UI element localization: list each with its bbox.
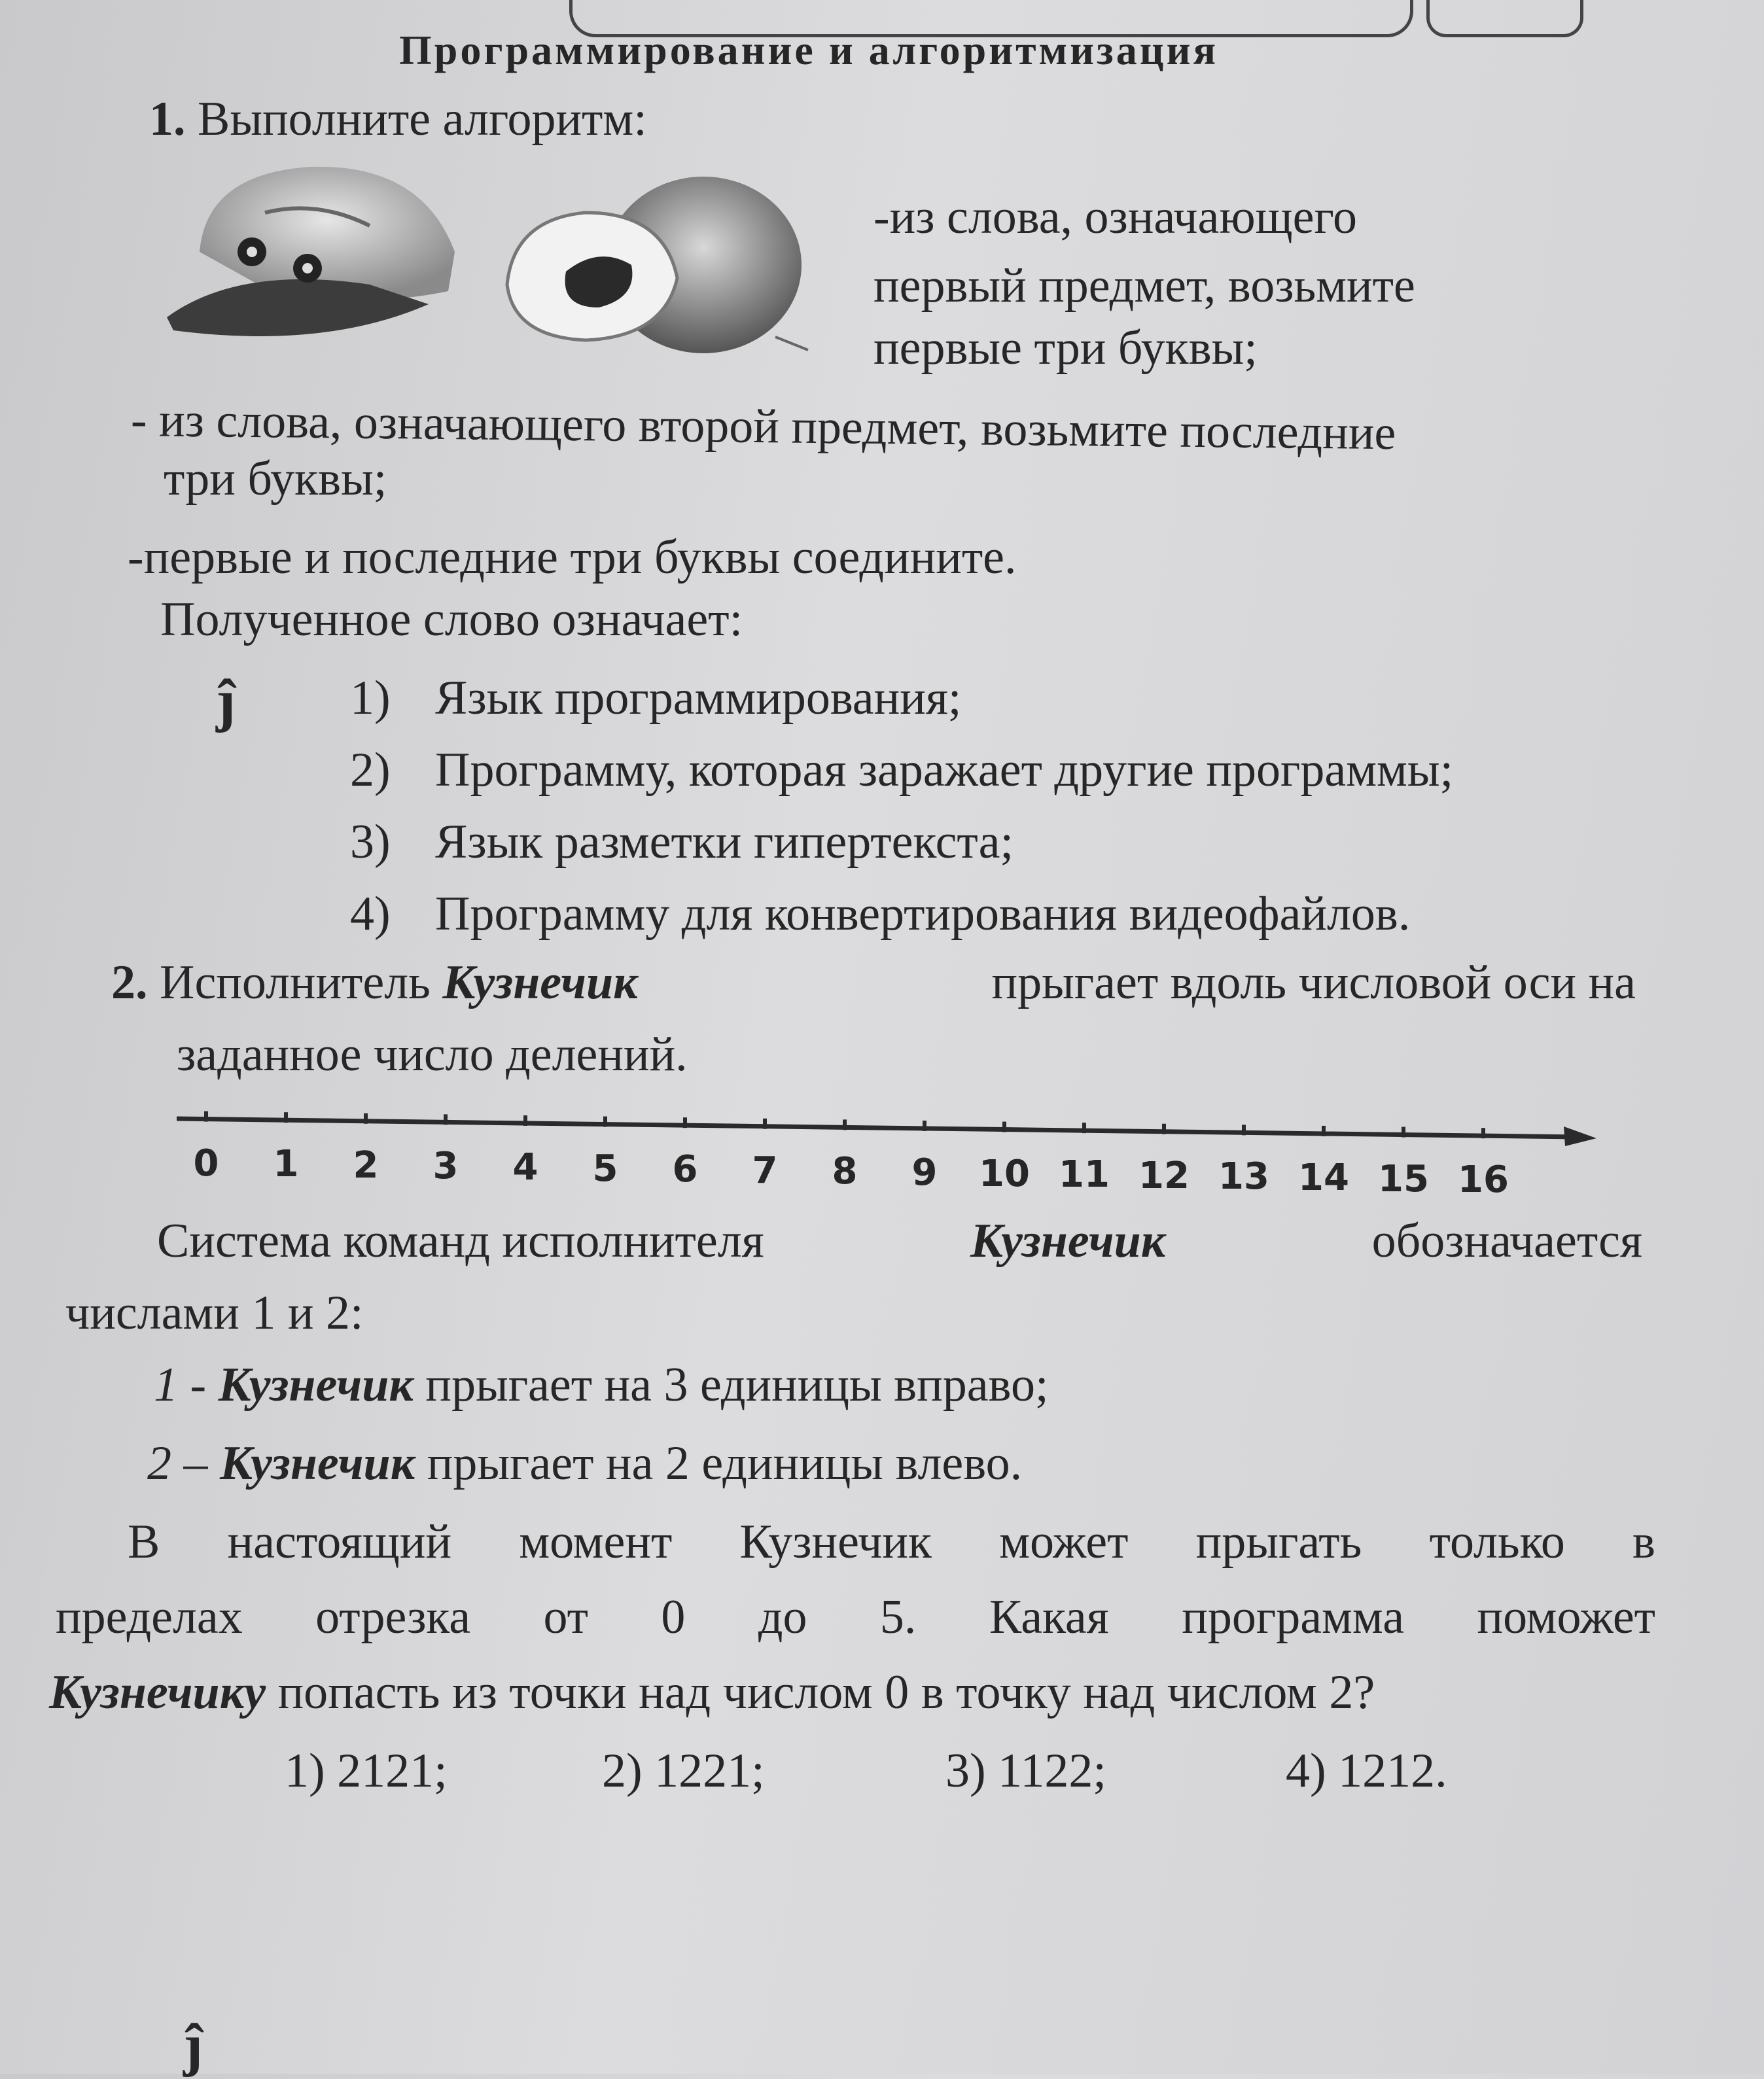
cap-picture: [160, 154, 474, 350]
executor-name: Кузнечику: [49, 1666, 266, 1719]
task1-heading-text: Выполните алгоритм:: [198, 92, 647, 146]
axis-tick-label: 14: [1298, 1156, 1349, 1199]
question-line2: пределах отрезка от 0 до 5. Какая программа поможет: [56, 1590, 1655, 1644]
axis-tick-label: 1: [273, 1143, 299, 1186]
axis-line: [177, 1119, 1577, 1137]
axis-tick-label: 11: [1059, 1153, 1110, 1197]
margin-mark: ĵ: [216, 669, 236, 733]
axis-tick-label: 5: [592, 1147, 618, 1190]
task1-option-1: [350, 671, 961, 726]
question-line3: [49, 1665, 1375, 1721]
option-text: Язык разметки гипертекста;: [435, 815, 1014, 869]
answer-3: 3) 1122;: [945, 1744, 1106, 1798]
question-line1: В настоящий момент Кузнечик может прыгать только в: [128, 1515, 1655, 1569]
option-number: 3): [350, 815, 391, 869]
peach-picture: [487, 173, 815, 370]
axis-tick-label: 12: [1138, 1154, 1190, 1197]
task1-option-4: [350, 886, 1410, 942]
answer-4: 4) 1212.: [1286, 1744, 1447, 1798]
task1-option-3: [350, 814, 1014, 870]
step1-line1: -из слова, означающего: [873, 190, 1357, 244]
command-text: прыгает на 3 единицы вправо;: [425, 1358, 1049, 1412]
step1-line3: первые три буквы;: [873, 321, 1258, 375]
command-code: 1 -: [154, 1358, 207, 1412]
executor-name: Кузнечик: [220, 1437, 415, 1490]
step2-line2: три буквы;: [164, 452, 387, 506]
task1-number: 1.: [149, 92, 186, 146]
executor-name: Кузнечик: [970, 1214, 1166, 1268]
system-text-b: обозначается: [1371, 1214, 1642, 1268]
command-text: прыгает на 2 единицы влево.: [427, 1437, 1023, 1490]
task2-intro-line2: заданное число делений.: [177, 1028, 688, 1081]
option-number: 1): [350, 671, 391, 725]
axis-tick-label: 2: [353, 1144, 379, 1187]
command-code: 2 –: [147, 1437, 208, 1490]
option-number: 4): [350, 887, 391, 941]
page-title: Программирование и алгоритмизация: [399, 27, 1219, 73]
step3-text: -первые и последние три буквы соедините.: [128, 531, 1017, 584]
task2-intro-b: прыгает вдоль числовой оси на: [991, 956, 1636, 1009]
axis-tick-label: 6: [672, 1148, 698, 1191]
step2-line1: - из слова, означающего второй предмет, возьмите последние: [130, 393, 1396, 461]
system-text-a: Система команд исполнителя: [157, 1214, 764, 1268]
answer-2: 2) 1221;: [602, 1744, 765, 1798]
command-1: [154, 1357, 1049, 1413]
margin-mark: ĵ: [183, 2013, 203, 2078]
step1-line2: первый предмет, возьмите: [873, 259, 1415, 313]
axis-tick-label: 0: [193, 1142, 219, 1185]
axis-tick-label: 13: [1218, 1155, 1269, 1198]
axis-tick-label: 3: [432, 1145, 459, 1188]
executor-name: Кузнечик: [442, 956, 638, 1009]
axis-tick-label: 8: [832, 1150, 858, 1193]
page-frame-corner: [1426, 0, 1583, 37]
executor-name: Кузнечик: [218, 1358, 414, 1412]
system-line2: числами 1 и 2:: [65, 1286, 364, 1340]
task2-intro-line1: [111, 955, 1636, 1011]
task1-option-2: [350, 742, 1453, 798]
axis-tick-label: 10: [979, 1152, 1030, 1195]
option-text: Программу для конвертирования видеофайлов.: [435, 887, 1411, 941]
task1-question: Полученное слово означает:: [160, 593, 743, 646]
axis-tick-label: 9: [911, 1151, 938, 1194]
answer-1: 1) 2121;: [285, 1744, 448, 1798]
option-number: 2): [350, 743, 391, 797]
option-text: Язык программирования;: [435, 671, 962, 725]
axis-tick-label: 7: [752, 1149, 778, 1192]
axis-tick-label: 4: [512, 1145, 538, 1189]
task2-intro-a: Исполнитель: [160, 956, 431, 1009]
task2-number: 2.: [111, 956, 148, 1009]
axis-tick-label: 16: [1458, 1159, 1509, 1202]
axis-tick-label: 15: [1378, 1157, 1429, 1200]
question-line3-text: попасть из точки над числом 0 в точку над числом 2?: [277, 1666, 1375, 1719]
task1-heading: [149, 92, 647, 147]
axis-arrow: [1564, 1127, 1596, 1146]
system-line1: [157, 1214, 1642, 1269]
command-2: [147, 1436, 1022, 1492]
option-text: Программу, которая заражает другие программы;: [435, 743, 1454, 797]
